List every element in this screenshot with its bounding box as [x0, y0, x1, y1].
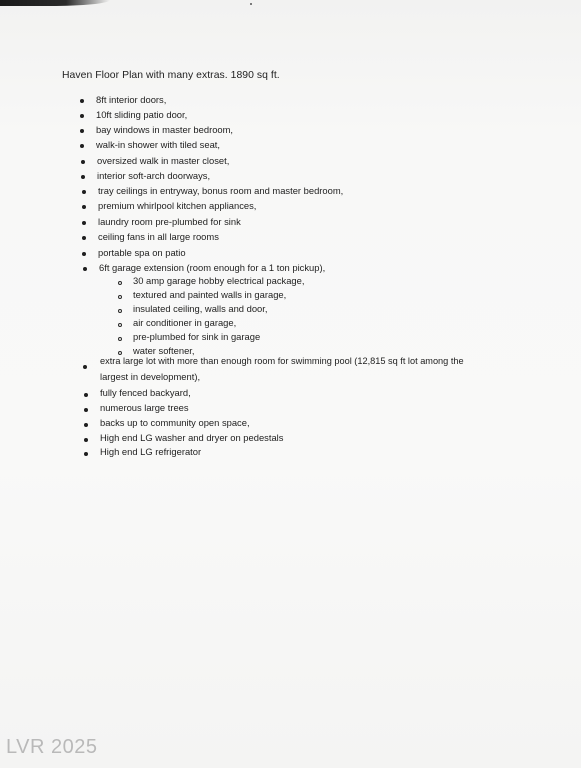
list-item: High end LG washer and dryer on pedestals: [100, 432, 284, 443]
list-item: 10ft sliding patio door,: [96, 109, 188, 120]
list-item: 8ft interior doors,: [96, 94, 167, 105]
list-item: portable spa on patio: [98, 247, 186, 258]
bullet-icon: [80, 144, 84, 148]
list-item: laundry room pre-plumbed for sink: [98, 216, 241, 227]
watermark: LVR 2025: [6, 736, 98, 758]
bullet-icon: [80, 129, 84, 133]
bullet-icon: [83, 365, 87, 369]
list-item: walk-in shower with tiled seat,: [96, 139, 221, 150]
bullet-icon: [82, 252, 86, 256]
list-item-continuation: largest in development),: [100, 371, 201, 382]
sub-list-item: textured and painted walls in garage,: [133, 289, 287, 300]
sub-list-item: water softener,: [133, 345, 195, 356]
list-item: 6ft garage extension (room enough for a 1 ton pickup),: [99, 262, 326, 273]
list-item: numerous large trees: [100, 402, 189, 413]
sub-list-item: air conditioner in garage,: [133, 317, 237, 328]
document-title: Haven Floor Plan with many extras. 1890 sq ft.: [62, 70, 280, 81]
sub-bullet-icon: [118, 337, 122, 341]
bullet-icon: [84, 393, 88, 397]
scan-speck: [250, 3, 252, 5]
bullet-icon: [80, 114, 84, 118]
list-item: backs up to community open space,: [100, 417, 250, 428]
bullet-icon: [82, 190, 86, 194]
bullet-icon: [81, 160, 85, 164]
sub-list-item: insulated ceiling, walls and door,: [133, 303, 268, 314]
bullet-icon: [84, 452, 88, 456]
list-item: ceiling fans in all large rooms: [98, 231, 219, 242]
list-item: tray ceilings in entryway, bonus room and master bedroom,: [98, 185, 344, 196]
bullet-icon: [84, 438, 88, 442]
bullet-icon: [84, 408, 88, 412]
sub-bullet-icon: [118, 295, 122, 299]
sub-bullet-icon: [118, 281, 122, 285]
bullet-icon: [80, 99, 84, 103]
sub-list-item: 30 amp garage hobby electrical package,: [133, 275, 305, 286]
sub-bullet-icon: [118, 309, 122, 313]
list-item: premium whirlpool kitchen appliances,: [98, 200, 257, 211]
bullet-icon: [82, 205, 86, 209]
bullet-icon: [84, 423, 88, 427]
list-item: oversized walk in master closet,: [97, 155, 230, 166]
bullet-icon: [83, 267, 87, 271]
sub-bullet-icon: [118, 323, 122, 327]
list-item: High end LG refrigerator: [100, 446, 202, 457]
list-item: bay windows in master bedroom,: [96, 124, 234, 135]
bullet-icon: [82, 221, 86, 225]
bullet-icon: [82, 236, 86, 240]
list-item: extra large lot with more than enough room for swimming pool (12,815 sq ft lot among the: [100, 356, 464, 366]
sub-list-item: pre-plumbed for sink in garage: [133, 331, 261, 342]
list-item: interior soft-arch doorways,: [97, 170, 211, 181]
bullet-icon: [81, 175, 85, 179]
scan-edge-shadow: [0, 0, 110, 6]
list-item: fully fenced backyard,: [100, 387, 191, 398]
